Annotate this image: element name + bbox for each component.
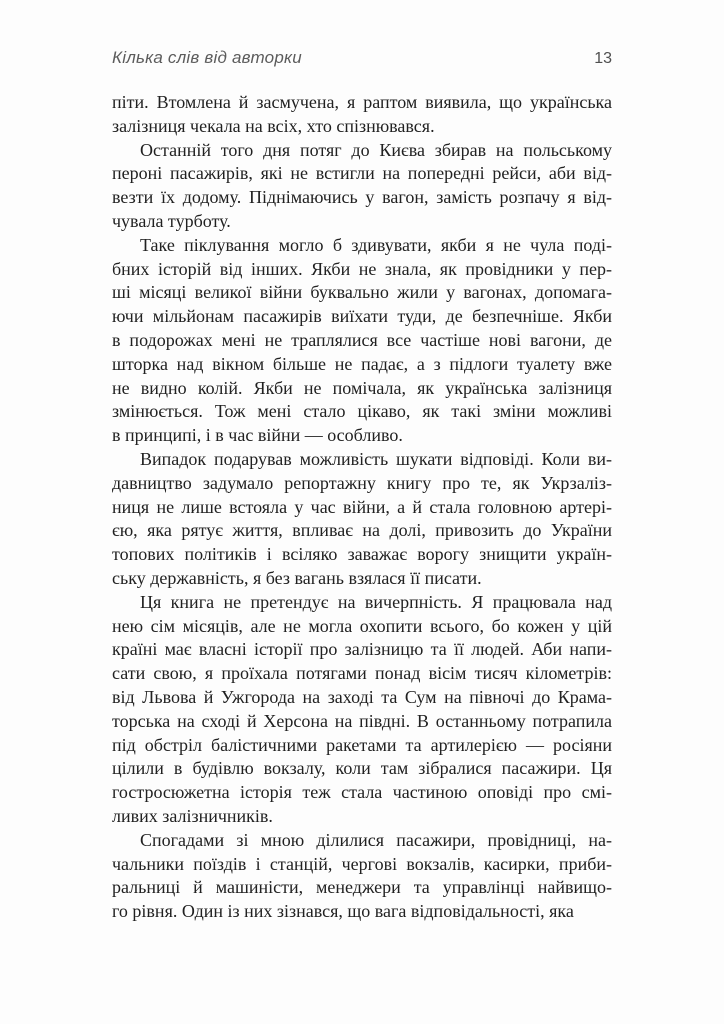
text-line: змінюється. Тож мені стало цікаво, як такі зміни можливі: [112, 401, 612, 422]
text-line: залізниця чекала на всіх, хто спізнювався.: [112, 115, 435, 136]
text-line: давництво задумало репортажну книгу про те, як Укрзаліз-: [112, 472, 612, 493]
page-content: [112, 48, 612, 924]
text-line: сати свою, я проїхала потягами понад вісім тисяч кілометрів:: [112, 663, 612, 684]
text-line: пероні пасажирів, які не встигли на попередні рейси, аби від-: [112, 163, 612, 184]
text-line: країні має власні історії про залізницю та її людей. Аби напи-: [112, 639, 612, 660]
text-line: в принципі, і в час війни — особливо.: [112, 425, 403, 446]
text-line: везти їх додому. Піднімаючись у вагон, замість розпачу я від-: [112, 187, 612, 208]
text-line: єю, яка рятує життя, впливає на долі, привозить до України: [112, 520, 612, 541]
text-line: ниця не лише встояла у час війни, а й стала головною артері-: [112, 496, 612, 517]
text-line: ші місяці великої війни буквально жили у вагонах, допомага-: [112, 282, 612, 303]
text-line: ральниці й машиністи, менеджери та управлінці найвищо-: [112, 877, 612, 898]
text-line: ючи мільйонам пасажирів виїхати туди, де безпечніше. Якби: [112, 306, 612, 327]
page-header: [112, 48, 612, 70]
text-line: ську державність, я без вагань взялася її писати.: [112, 567, 482, 588]
text-line: нею сім місяців, але не могла охопити всього, бо кожен у цій: [112, 615, 612, 636]
text-line: ливих залізничників.: [112, 805, 273, 826]
text-line: шторка над вікном більше не падає, а з підлоги туалету вже: [112, 353, 612, 374]
text-line: Випадок подарував можливість шукати відповіді. Коли ви-: [140, 448, 612, 469]
text-line: го рівня. Один із них зізнався, що вага відповідальності, яка: [112, 901, 574, 922]
text-line: Останній того дня потяг до Києва збирав на польському: [140, 139, 612, 160]
text-line: Спогадами зі мною ділилися пасажири, провідниці, на-: [140, 829, 612, 850]
text-line: від Львова й Ужгорода на заході та Сум на півночі до Крама-: [112, 686, 612, 707]
text-line: в подорожах мені не траплялися все частіше нові вагони, де: [112, 329, 612, 350]
text-line: не видно колій. Якби не помічала, як українська залізниця: [112, 377, 612, 398]
paragraph: [112, 139, 612, 234]
text-line: цілили в будівлю вокзалу, коли там зібралися пасажири. Ця: [112, 758, 612, 779]
paragraph: [112, 829, 612, 924]
text-line: Ця книга не претендує на вичерпність. Я працювала над: [140, 591, 612, 612]
text-line: топових політиків і всіляко заважає ворогу знищити україн-: [112, 544, 612, 565]
page-number: 13: [594, 50, 612, 67]
text-line: бних історій від інших. Якби не знала, як провідники у пер-: [112, 258, 612, 279]
paragraph: [112, 91, 612, 139]
text-line: чальники поїздів і станцій, чергові вокзалів, касирки, приби-: [112, 853, 612, 874]
text-line: торська на сході й Херсона на півдні. В останньому потрапила: [112, 710, 612, 731]
text-line: піти. Втомлена й засмучена, я раптом виявила, що українська: [112, 92, 612, 112]
running-head: Кілька слів від авторки: [112, 48, 302, 67]
text-line: під обстріл балістичними ракетами та артилерією — росіяни: [112, 734, 612, 755]
paragraph: [112, 234, 612, 448]
text-line: Таке піклування могло б здивувати, якби я не чула поді-: [140, 234, 612, 255]
text-line: гостросюжетна історія теж стала частиною оповіді про смі-: [112, 782, 612, 803]
text-line: чувала турботу.: [112, 210, 231, 231]
body-text: [112, 91, 612, 924]
paragraph: [112, 448, 612, 591]
paragraph: [112, 591, 612, 829]
